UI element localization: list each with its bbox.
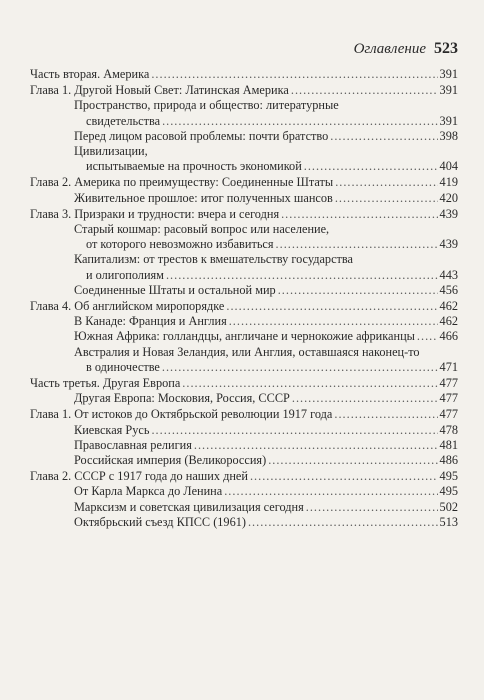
toc-entry-text: В Канаде: Франция и Англия	[74, 314, 227, 329]
running-head-title: Оглавление	[353, 41, 426, 57]
toc-subentry	[30, 500, 458, 515]
toc-subentry	[30, 484, 458, 499]
toc-heading	[30, 175, 458, 190]
toc-subentry	[30, 191, 458, 206]
toc-page-number: 466	[439, 329, 458, 344]
toc-subentry	[30, 144, 458, 174]
toc-subentry	[30, 329, 458, 344]
toc-page-number: 486	[439, 453, 458, 468]
dot-leader	[306, 500, 438, 515]
toc-page-number: 477	[439, 407, 458, 422]
toc-entry-text: Часть вторая. Америка	[30, 67, 150, 81]
dot-leader	[304, 159, 438, 174]
toc-subentry	[30, 345, 458, 375]
toc-entry-text: Глава 2. СССР с 1917 года до наших дней	[30, 469, 248, 484]
toc-page-number: 462	[439, 299, 458, 314]
toc-entry-text: в одиночестве	[86, 359, 160, 374]
dot-leader	[281, 207, 437, 222]
toc-page-number: 478	[439, 422, 458, 437]
dot-leader	[182, 376, 437, 391]
toc-page-number: 502	[439, 499, 458, 514]
toc-entry-text: Капитализм: от трестов к вмешательству государства	[74, 252, 353, 267]
toc-page-number: 419	[439, 175, 458, 190]
toc-heading	[30, 376, 458, 391]
toc-entry-text: свидетельства	[86, 113, 161, 128]
toc-subentry	[30, 98, 458, 128]
toc-entry-text: Пространство, природа и общество: литературные	[74, 98, 339, 113]
toc-heading	[30, 83, 458, 98]
toc-entry-text: Глава 2. Америка по преимуществу: Соединенные Штаты	[30, 175, 334, 190]
toc-page-number: 495	[439, 469, 458, 484]
running-head	[354, 40, 458, 58]
toc-entry-text: Глава 4. Об английском миропорядке	[30, 299, 225, 314]
dot-leader	[335, 191, 438, 206]
toc-page-number: 443	[439, 267, 458, 282]
toc-entry-text: испытываемые на прочность экономикой	[86, 159, 302, 174]
toc-page-number: 398	[439, 128, 458, 143]
toc-subentry	[30, 283, 458, 298]
dot-leader	[151, 423, 437, 438]
dot-leader	[334, 407, 437, 422]
dot-leader	[278, 283, 438, 298]
toc-page-number: 513	[439, 514, 458, 529]
toc-heading	[30, 67, 458, 82]
toc-entry-text: Южная Африка: голландцы, англичане и чернокожие африканцы	[74, 329, 415, 344]
toc-subentry	[30, 423, 458, 438]
dot-leader	[291, 83, 438, 98]
dot-leader	[229, 314, 438, 329]
dot-leader	[194, 438, 438, 453]
dot-leader	[162, 360, 438, 375]
toc-page-number: 439	[439, 206, 458, 221]
dot-leader	[268, 453, 437, 468]
toc-page-number: 391	[439, 67, 458, 81]
dot-leader	[330, 129, 437, 144]
toc-entry-text: Перед лицом расовой проблемы: почти братство	[74, 128, 329, 143]
toc-heading	[30, 299, 458, 314]
toc-page-number: 456	[439, 282, 458, 297]
toc-subentry	[30, 515, 458, 530]
dot-leader	[151, 67, 437, 82]
dot-leader	[226, 299, 437, 314]
toc-page-number: 391	[439, 113, 458, 128]
dot-leader	[292, 391, 438, 406]
toc-heading	[30, 407, 458, 422]
toc-entry-text: Глава 1. Другой Новый Свет: Латинская Америка	[30, 83, 289, 98]
toc-entry-text: Российская империя (Великороссия)	[74, 453, 267, 468]
toc-page-number: 477	[439, 391, 458, 406]
toc-page-number: 471	[439, 359, 458, 374]
page-number: 523	[434, 40, 458, 57]
toc-page-number: 481	[439, 437, 458, 452]
toc-entry-text: От Карла Маркса до Ленина	[74, 484, 223, 499]
dot-leader	[166, 268, 438, 283]
toc-heading	[30, 207, 458, 222]
toc-entry-text: Глава 3. Призраки и трудности: вчера и сегодня	[30, 206, 280, 221]
toc-subentry	[30, 391, 458, 406]
toc-entry-text: Киевская Русь	[74, 422, 150, 437]
toc-entry-text: Австралия и Новая Зеландия, или Англия, оставшаяся наконец-то	[74, 344, 420, 359]
toc-entry-text: Старый кошмар: расовый вопрос или население,	[74, 222, 330, 237]
dot-leader	[276, 237, 438, 252]
toc-page-number: 495	[439, 484, 458, 499]
toc-subentry	[30, 222, 458, 252]
toc-heading	[30, 469, 458, 484]
toc-page-number: 439	[439, 237, 458, 252]
toc-subentry	[30, 252, 458, 282]
toc-entry-text: Марксизм и советская цивилизация сегодня	[74, 499, 304, 514]
toc-entry-text: Цивилизации,	[74, 144, 148, 159]
toc-subentry	[30, 129, 458, 144]
toc-entry-text: Часть третья. Другая Европа	[30, 376, 181, 391]
dot-leader	[417, 329, 438, 344]
toc-page-number: 420	[439, 190, 458, 205]
toc-page-number: 391	[439, 83, 458, 98]
toc-entry-text: Октябрьский съезд КПСС (1961)	[74, 514, 246, 529]
dot-leader	[250, 469, 438, 484]
dot-leader	[248, 515, 438, 530]
toc-entry-text: Православная религия	[74, 437, 192, 452]
toc-entry-text: Другая Европа: Московия, Россия, СССР	[74, 391, 290, 406]
toc-entry-text: и олигополиям	[86, 267, 164, 282]
toc-subentry	[30, 453, 458, 468]
table-of-contents	[30, 66, 458, 530]
dot-leader	[162, 114, 437, 129]
toc-subentry	[30, 314, 458, 329]
toc-page-number: 477	[439, 376, 458, 391]
dot-leader	[335, 175, 437, 190]
dot-leader	[224, 484, 437, 499]
toc-subentry	[30, 438, 458, 453]
toc-entry-text: от которого невозможно избавиться	[86, 237, 274, 252]
toc-entry-text: Соединенные Штаты и остальной мир	[74, 282, 276, 297]
toc-entry-text: Живительное прошлое: итог полученных шансов	[74, 190, 333, 205]
toc-entry-text: Глава 1. От истоков до Октябрьской революции 1917 года	[30, 407, 333, 422]
toc-page-number: 462	[439, 314, 458, 329]
toc-page-number: 404	[439, 159, 458, 174]
